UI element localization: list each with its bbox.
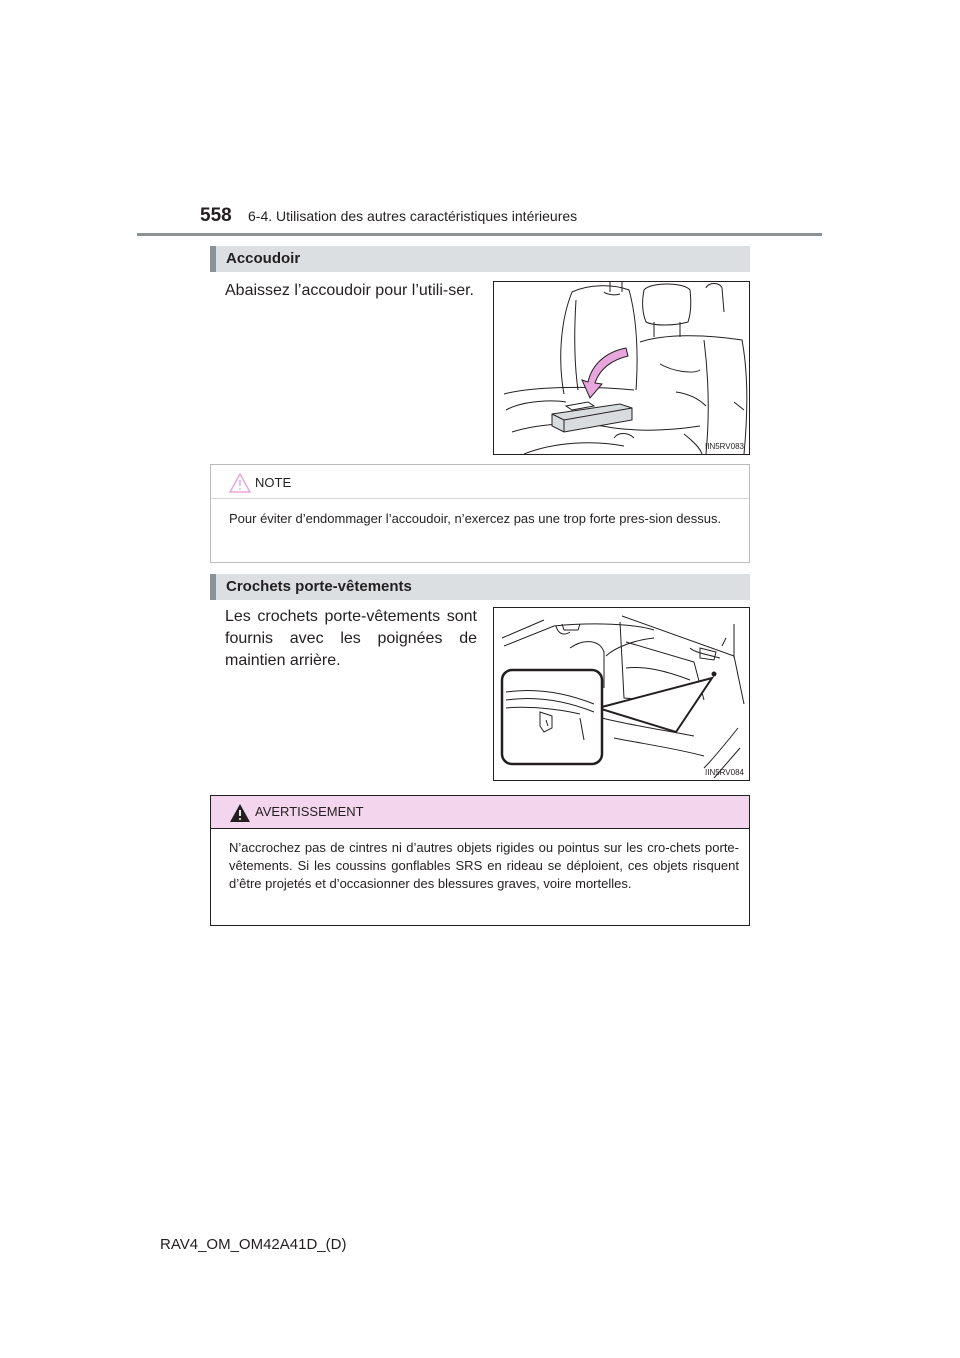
warning-triangle-icon [229,803,251,823]
armrest-illustration [493,281,750,455]
note-header [211,465,749,499]
hooks-heading-bar [210,574,750,600]
armrest-heading-bar [210,246,750,272]
warning-title: AVERTISSEMENT [255,804,364,819]
arrow-icon [582,348,628,398]
section-title: 6-4. Utilisation des autres caractéristiques intérieures [248,208,578,224]
caution-triangle-icon [229,473,251,493]
note-text: Pour éviter d’endommager l’accoudoir, n’exercez pas une trop forte pres-sion dessus. [229,511,722,526]
hook-marker-icon [712,672,717,677]
armrest-heading: Accoudoir [226,250,301,267]
armrest-text: Abaissez l’accoudoir pour l’utili-ser. [225,282,474,299]
page-number: 558 [200,205,232,226]
hooks-text: Les crochets porte-vêtements sont fournis avec les poignées de maintien arrière. [225,608,477,669]
hooks-illustration [493,607,750,781]
warning-header [211,796,749,829]
figure-code: IIN5RV083 [705,442,744,451]
warning-text: N’accrochez pas de cintres ni d’autres objets rigides ou pointus sur les cro-chets porte-vêtements. Si les coussins gonflables SRS en rideau se déploient, ces objets risquent d’être projetés et d’occasionner des blessures graves, voire mortelles. [229,840,739,891]
armrest-drawing [494,282,750,455]
note-title: NOTE [255,475,292,490]
warning-box [210,795,750,926]
header-rule [137,233,822,236]
figure-code: IIN5RV084 [705,768,744,777]
doc-code: RAV4_OM_OM42A41D_(D) [160,1236,347,1253]
note-box [210,464,750,563]
hooks-heading: Crochets porte-vêtements [226,578,412,595]
hooks-drawing [494,608,750,781]
